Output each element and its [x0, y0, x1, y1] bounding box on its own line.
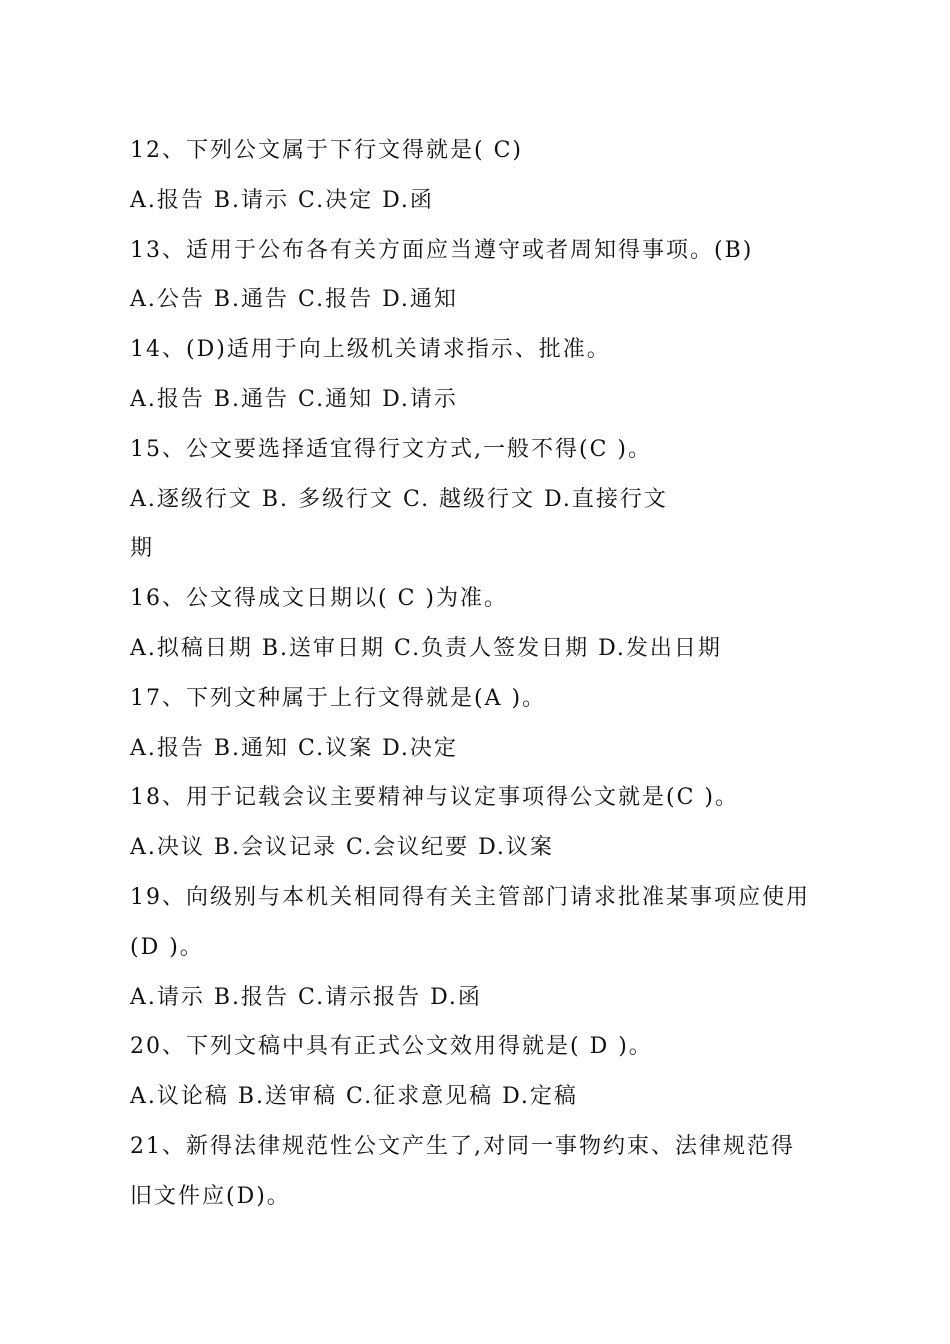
question-20-options: A.议论稿 B.送审稿 C.征求意见稿 D.定稿 — [130, 1084, 578, 1110]
question-13: 13、适用于公布各有关方面应当遵守或者周知得事项。(B) — [130, 237, 754, 263]
question-20: 20、下列文稿中具有正式公文效用得就是( D )。 — [130, 1034, 653, 1060]
question-12-options: A.报告 B.请示 C.决定 D.函 — [130, 187, 434, 213]
question-list — [130, 126, 860, 1222]
question-15: 15、公文要选择适宜得行文方式,一般不得(C )。 — [130, 436, 652, 462]
question-19-options: A.请示 B.报告 C.请示报告 D.函 — [130, 984, 482, 1010]
question-17-options: A.报告 B.通知 C.议案 D.决定 — [130, 735, 458, 761]
question-17: 17、下列文种属于上行文得就是(A )。 — [130, 685, 547, 711]
question-16: 16、公文得成文日期以( C )为准。 — [130, 586, 508, 612]
question-13-options: A.公告 B.通告 C.报告 D.通知 — [130, 287, 458, 313]
question-12: 12、下列公文属于下行文得就是( C) — [130, 138, 523, 163]
question-15-options: A.逐级行文 B. 多级行文 C. 越级行文 D.直接行文 — [130, 486, 668, 512]
question-18-options: A.决议 B.会议记录 C.会议纪要 D.议案 — [130, 835, 554, 861]
question-21: 21、新得法律规范性公文产生了,对同一事物约束、法律规范得 — [130, 1133, 795, 1159]
question-15-options-wrap: 期 — [130, 536, 155, 562]
question-18: 18、用于记载会议主要精神与议定事项得公文就是(C )。 — [130, 785, 739, 811]
question-16-options: A.拟稿日期 B.送审日期 C.负责人签发日期 D.发出日期 — [130, 635, 722, 661]
question-21-wrap: 旧文件应(D)。 — [130, 1183, 291, 1209]
question-14: 14、(D)适用于向上级机关请求指示、批准。 — [130, 337, 611, 363]
question-19-wrap: (D )。 — [130, 934, 204, 960]
question-14-options: A.报告 B.通告 C.通知 D.请示 — [130, 386, 458, 412]
question-19: 19、向级别与本机关相同得有关主管部门请求批准某事项应使用 — [130, 884, 810, 910]
